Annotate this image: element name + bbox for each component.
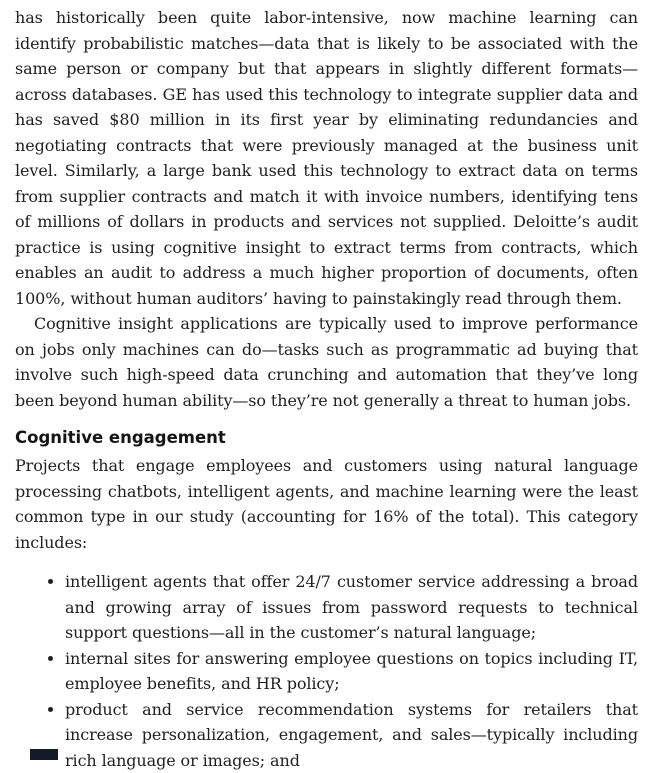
paragraph-cognitive-engagement-intro: Projects that engage employees and customers using natural language processing chatbots, intelligent agents, and machine learning were the least common type in our study (accounting for 16% of the total). This category includes:	[15, 453, 638, 555]
paragraph-cognitive-insight-examples: has historically been quite labor-intensive, now machine learning can identify probabilistic matches—data that is likely to be associated with the same person or company but that appears in slightly different formats—across databases. GE has used this technology to integrate supplier data and has saved $80 million in its first year by eliminating redundancies and negotiating contracts that were previously managed at the business unit level. Similarly, a large bank used this technology to extract data on terms from supplier contracts and match it with invoice numbers, identifying tens of millions of dollars in products and services not supplied. Deloitte’s audit practice is using cognitive insight to extract terms from contracts, which enables an audit to address a much higher proportion of documents, often 100%, without human auditors’ having to painstakingly read through them.	[15, 5, 638, 311]
list-item-internal-sites: • internal sites for answering employee questions on topics including IT, employee benefits, and HR policy;	[65, 646, 638, 697]
partial-graphic-corner	[30, 749, 58, 760]
section-heading-cognitive-engagement: Cognitive engagement	[15, 426, 638, 450]
list-item-recommendation-systems: • product and service recommendation systems for retailers that increase personalization, engagement, and sales—typically including rich language or images; and	[65, 697, 638, 773]
paragraph-cognitive-insight-jobs: Cognitive insight applications are typically used to improve performance on jobs only machines can do—tasks such as programmatic ad buying that involve such high-speed data crunching and automation that they’ve long been beyond human ability—so they’re not generally a threat to human jobs.	[15, 311, 638, 413]
bullet-list	[15, 569, 638, 773]
list-item-intelligent-agents: • intelligent agents that offer 24/7 customer service addressing a broad and growing array of issues from password requests to technical support questions—all in the customer’s natural language;	[65, 569, 638, 646]
